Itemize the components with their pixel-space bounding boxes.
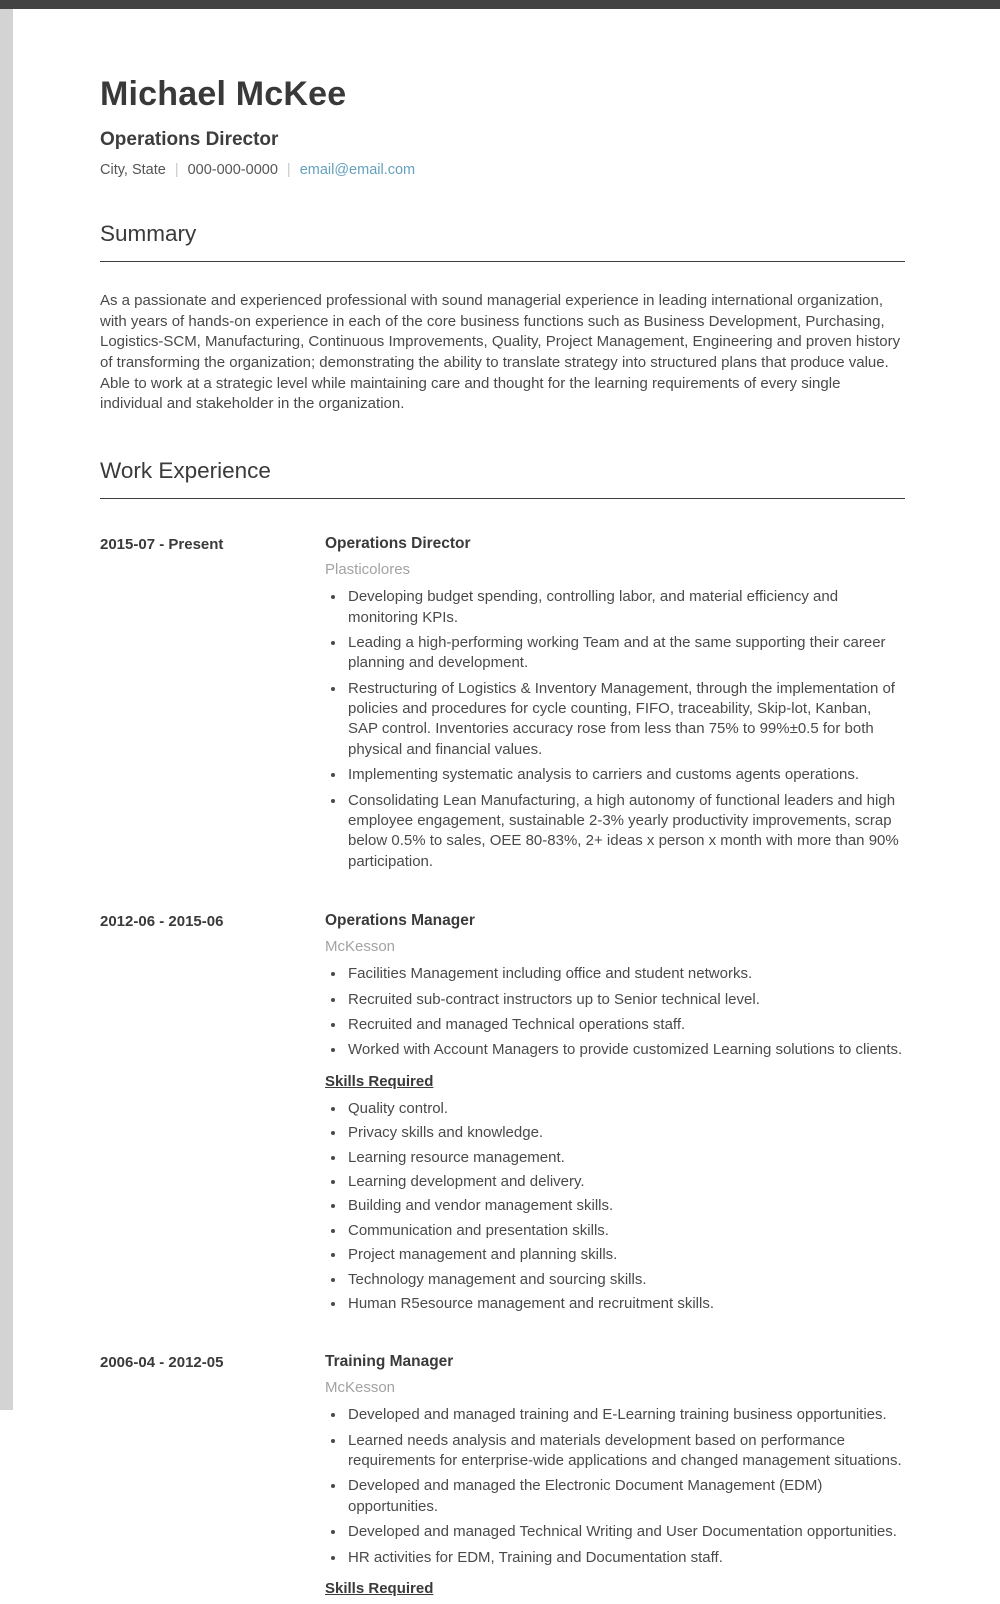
skills-required-heading: Skills Required bbox=[325, 1580, 434, 1598]
bullet-item: • Quality control. bbox=[346, 1099, 905, 1119]
bullet-item: • Developed and managed Technical Writing and User Documentation opportunities. bbox=[346, 1522, 905, 1542]
summary-text: As a passionate and experienced professional with sound managerial experience in leading international organization, with years of hands-on experience in each of the core business functions such as Business Development, Purchasing, Logistics-SCM, Manufacturing, Continuous Improvements, Quality, Project Management, Engineering and proven history of transforming the organization; demonstrating the ability to translate strategy into structured plans that produce value. Able to work at a strategic level while maintaining care and thought for the learning requirements of every single individual and stakeholder in the organization. bbox=[100, 292, 901, 413]
entry-role: Training Manager bbox=[325, 1353, 454, 1371]
bullet-item: • Learning resource management. bbox=[346, 1148, 905, 1168]
entry-bullet-list bbox=[325, 1405, 905, 1568]
contact-separator: | bbox=[174, 162, 179, 178]
resume-header bbox=[100, 75, 905, 178]
top-edge-bar bbox=[0, 0, 1000, 9]
entry-dates: 2015-07 - Present bbox=[100, 536, 224, 554]
skills-list bbox=[325, 1099, 905, 1315]
candidate-title: Operations Director bbox=[100, 129, 279, 150]
bullet-item: • Worked with Account Managers to provide customized Learning solutions to clients. bbox=[346, 1040, 905, 1060]
bullet-item: • Recruited and managed Technical operations staff. bbox=[346, 1015, 905, 1035]
bullet-item: • Developing budget spending, controlling labor, and material efficiency and monitoring KPIs. bbox=[346, 587, 905, 628]
bullet-item: • Communication and presentation skills. bbox=[346, 1221, 905, 1241]
entry-role: Operations Manager bbox=[325, 912, 475, 930]
contact-email-link[interactable]: email@email.com bbox=[299, 162, 416, 178]
entry-company: Plasticolores bbox=[325, 561, 411, 579]
contact-line bbox=[100, 162, 905, 178]
bullet-item: • Learned needs analysis and materials development based on performance requirements for enterprise-wide applications and changed management situations. bbox=[346, 1431, 905, 1472]
bullet-item: • Leading a high-performing working Team and at the same supporting their career planning and development. bbox=[346, 633, 905, 674]
skills-required-heading: Skills Required bbox=[325, 1072, 434, 1090]
bullet-item: • Restructuring of Logistics & Inventory Management, through the implementation of policies and procedures for cycle counting, FIFO, traceability, Skip-lot, Kanban, SAP control. Inventories accuracy rose from less than 75% to 99%±0.5 for both physical and financial values. bbox=[346, 679, 905, 761]
work-section-heading: Work Experience bbox=[100, 458, 905, 499]
entry-body bbox=[325, 1353, 905, 1604]
bullet-item: • Technology management and sourcing skills. bbox=[346, 1270, 905, 1290]
bullet-item: • Developed and managed training and E-Learning training business opportunities. bbox=[346, 1405, 905, 1425]
bullet-item: • Consolidating Lean Manufacturing, a high autonomy of functional leaders and high employee engagement, sustainable 2-3% yearly productivity improvements, scrap below 0.5% to sales, OEE 80-83%, 2+ ideas x person x month with more than 90% participation. bbox=[346, 791, 905, 873]
bullet-item: • Developed and managed the Electronic Document Management (EDM) opportunities. bbox=[346, 1476, 905, 1517]
bullet-item: • Privacy skills and knowledge. bbox=[346, 1123, 905, 1143]
entry-role: Operations Director bbox=[325, 535, 471, 553]
left-edge-strip bbox=[0, 9, 13, 1410]
work-entry bbox=[100, 535, 905, 877]
bullet-item: • Project management and planning skills. bbox=[346, 1245, 905, 1265]
bullet-item: • Learning development and delivery. bbox=[346, 1172, 905, 1192]
entry-dates: 2012-06 - 2015-06 bbox=[100, 913, 224, 931]
entry-company: McKesson bbox=[325, 1379, 396, 1397]
entry-company: McKesson bbox=[325, 938, 396, 956]
resume-page bbox=[13, 9, 1000, 1598]
bullet-item: • Recruited sub-contract instructors up to Senior technical level. bbox=[346, 990, 905, 1010]
contact-phone: 000-000-0000 bbox=[187, 162, 278, 178]
bullet-item: • Implementing systematic analysis to carriers and customs agents operations. bbox=[346, 765, 905, 785]
bullet-item: • HR activities for EDM, Training and Documentation staff. bbox=[346, 1548, 905, 1568]
work-entry bbox=[100, 1353, 905, 1604]
entry-bullet-list bbox=[325, 587, 905, 872]
bullet-item: • Building and vendor management skills. bbox=[346, 1196, 905, 1216]
bullet-item: • Human R5esource management and recruitment skills. bbox=[346, 1294, 905, 1314]
entry-body bbox=[325, 912, 905, 1318]
summary-section-heading: Summary bbox=[100, 221, 905, 262]
candidate-name: Michael McKee bbox=[100, 75, 347, 113]
entry-dates: 2006-04 - 2012-05 bbox=[100, 1354, 224, 1372]
bullet-item: • Facilities Management including office and student networks. bbox=[346, 964, 905, 984]
entry-bullet-list bbox=[325, 964, 905, 1061]
contact-separator: | bbox=[286, 162, 291, 178]
entry-body bbox=[325, 535, 905, 877]
work-entry bbox=[100, 912, 905, 1318]
contact-location: City, State bbox=[100, 162, 166, 178]
